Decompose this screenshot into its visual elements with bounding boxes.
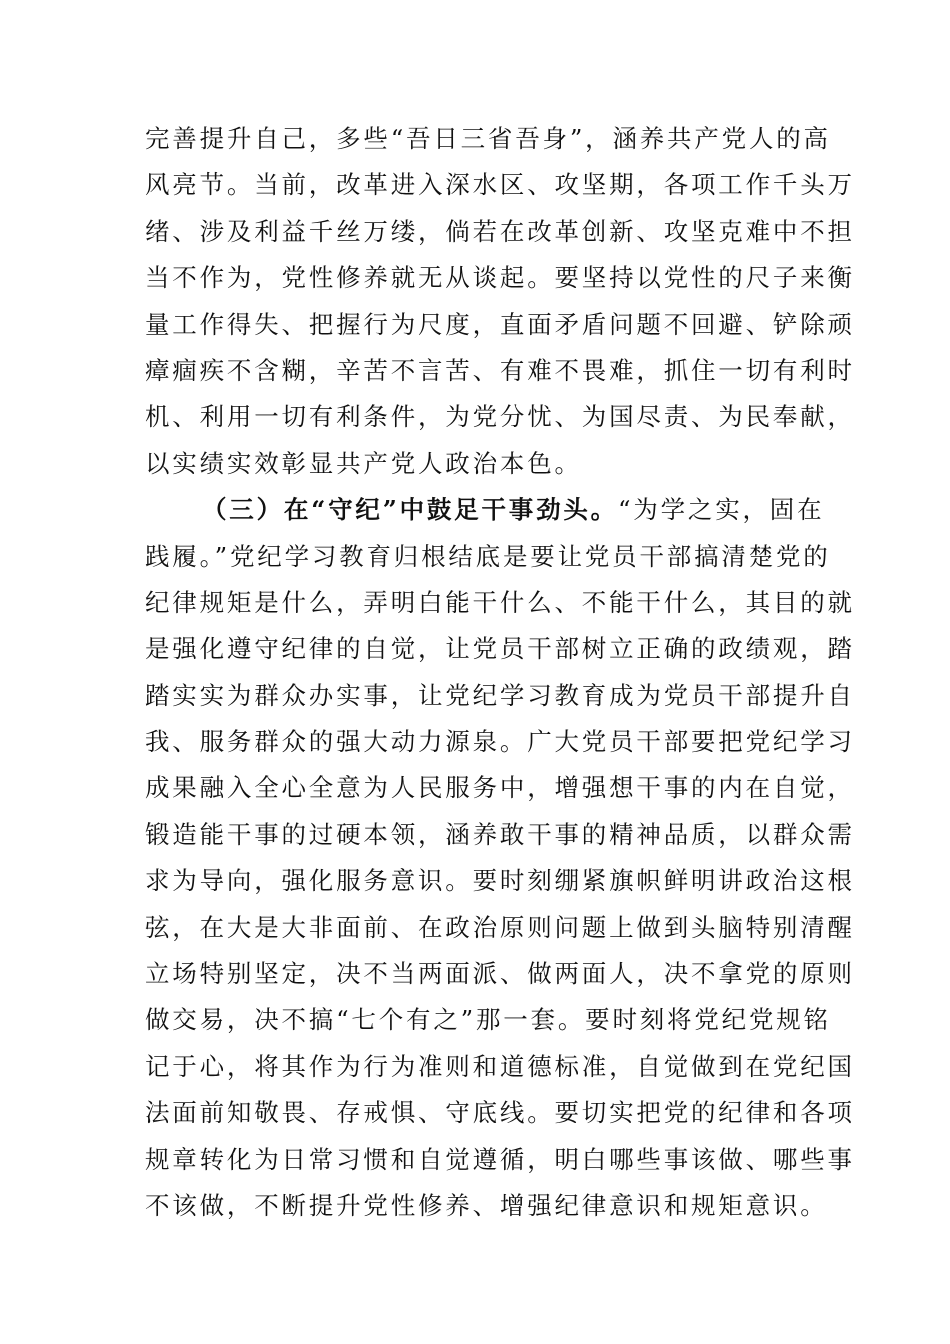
paragraph-2-line: 锻造能干事的过硬本领，涵养敢干事的精神品质，以群众需 xyxy=(145,819,855,849)
paragraph-2-line: 弦，在大是大非面前、在政治原则问题上做到头脑特别清醒 xyxy=(145,912,855,942)
paragraph-2-line: 求为导向，强化服务意识。要时刻绷紧旗帜鲜明讲政治这根 xyxy=(145,866,855,896)
paragraph-2-line: 记于心，将其作为行为准则和道德标准，自觉做到在党纪国 xyxy=(145,1051,855,1081)
paragraph-2-line: 我、服务群众的强大动力源泉。广大党员干部要把党纪学习 xyxy=(145,727,855,757)
paragraph-1-line: 当不作为，党性修养就无从谈起。要坚持以党性的尺子来衡 xyxy=(145,263,855,293)
paragraph-2-first-line xyxy=(145,487,825,533)
section-heading: （三）在“守纪”中鼓足干事劲头。 xyxy=(202,495,618,525)
paragraph-1-line: 完善提升自己，多些“吾日三省吾身”，涵养共产党人的高 xyxy=(145,124,831,153)
paragraph-1-line: 量工作得失、把握行为尺度，直面矛盾问题不回避、铲除顽 xyxy=(145,309,855,339)
paragraph-1-line: 瘴痼疾不含糊，辛苦不言苦、有难不畏难，抓住一切有利时 xyxy=(145,355,855,385)
paragraph-2-opening-text: “为学之实，固在 xyxy=(617,495,825,525)
paragraph-2-line: 做交易，决不搞“七个有之”那一套。要时刻将党纪党规铭 xyxy=(145,1005,831,1035)
paragraph-1-line: 以实绩实效彰显共产党人政治本色。 xyxy=(145,448,582,478)
paragraph-2-line: 立场特别坚定，决不当两面派、做两面人，决不拿党的原则 xyxy=(145,959,855,989)
paragraph-2-line: 成果融入全心全意为人民服务中，增强想干事的内在自觉， xyxy=(145,773,855,803)
paragraph-1-line: 风亮节。当前，改革进入深水区、攻坚期，各项工作千头万 xyxy=(145,170,855,200)
body-text xyxy=(145,116,855,1229)
paragraph-2-line: 践履。”党纪学习教育归根结底是要让党员干部搞清楚党的 xyxy=(145,541,831,571)
paragraph-1-line: 绪、涉及利益千丝万缕，倘若在改革创新、攻坚克难中不担 xyxy=(145,216,855,246)
paragraph-2-line: 法面前知敬畏、存戒惧、守底线。要切实把党的纪律和各项 xyxy=(145,1098,855,1128)
paragraph-1-line: 机、利用一切有利条件，为党分忧、为国尽责、为民奉献， xyxy=(145,402,855,432)
paragraph-2-line: 不该做，不断提升党性修养、增强纪律意识和规矩意识。 xyxy=(145,1190,828,1220)
paragraph-2-line: 纪律规矩是什么，弄明白能干什么、不能干什么，其目的就 xyxy=(145,587,855,617)
paragraph-2-line: 规章转化为日常习惯和自觉遵循，明白哪些事该做、哪些事 xyxy=(145,1144,855,1174)
paragraph-2-line: 是强化遵守纪律的自觉，让党员干部树立正确的政绩观，踏 xyxy=(145,634,855,664)
paragraph-2-line: 踏实实为群众办实事，让党纪学习教育成为党员干部提升自 xyxy=(145,680,855,710)
